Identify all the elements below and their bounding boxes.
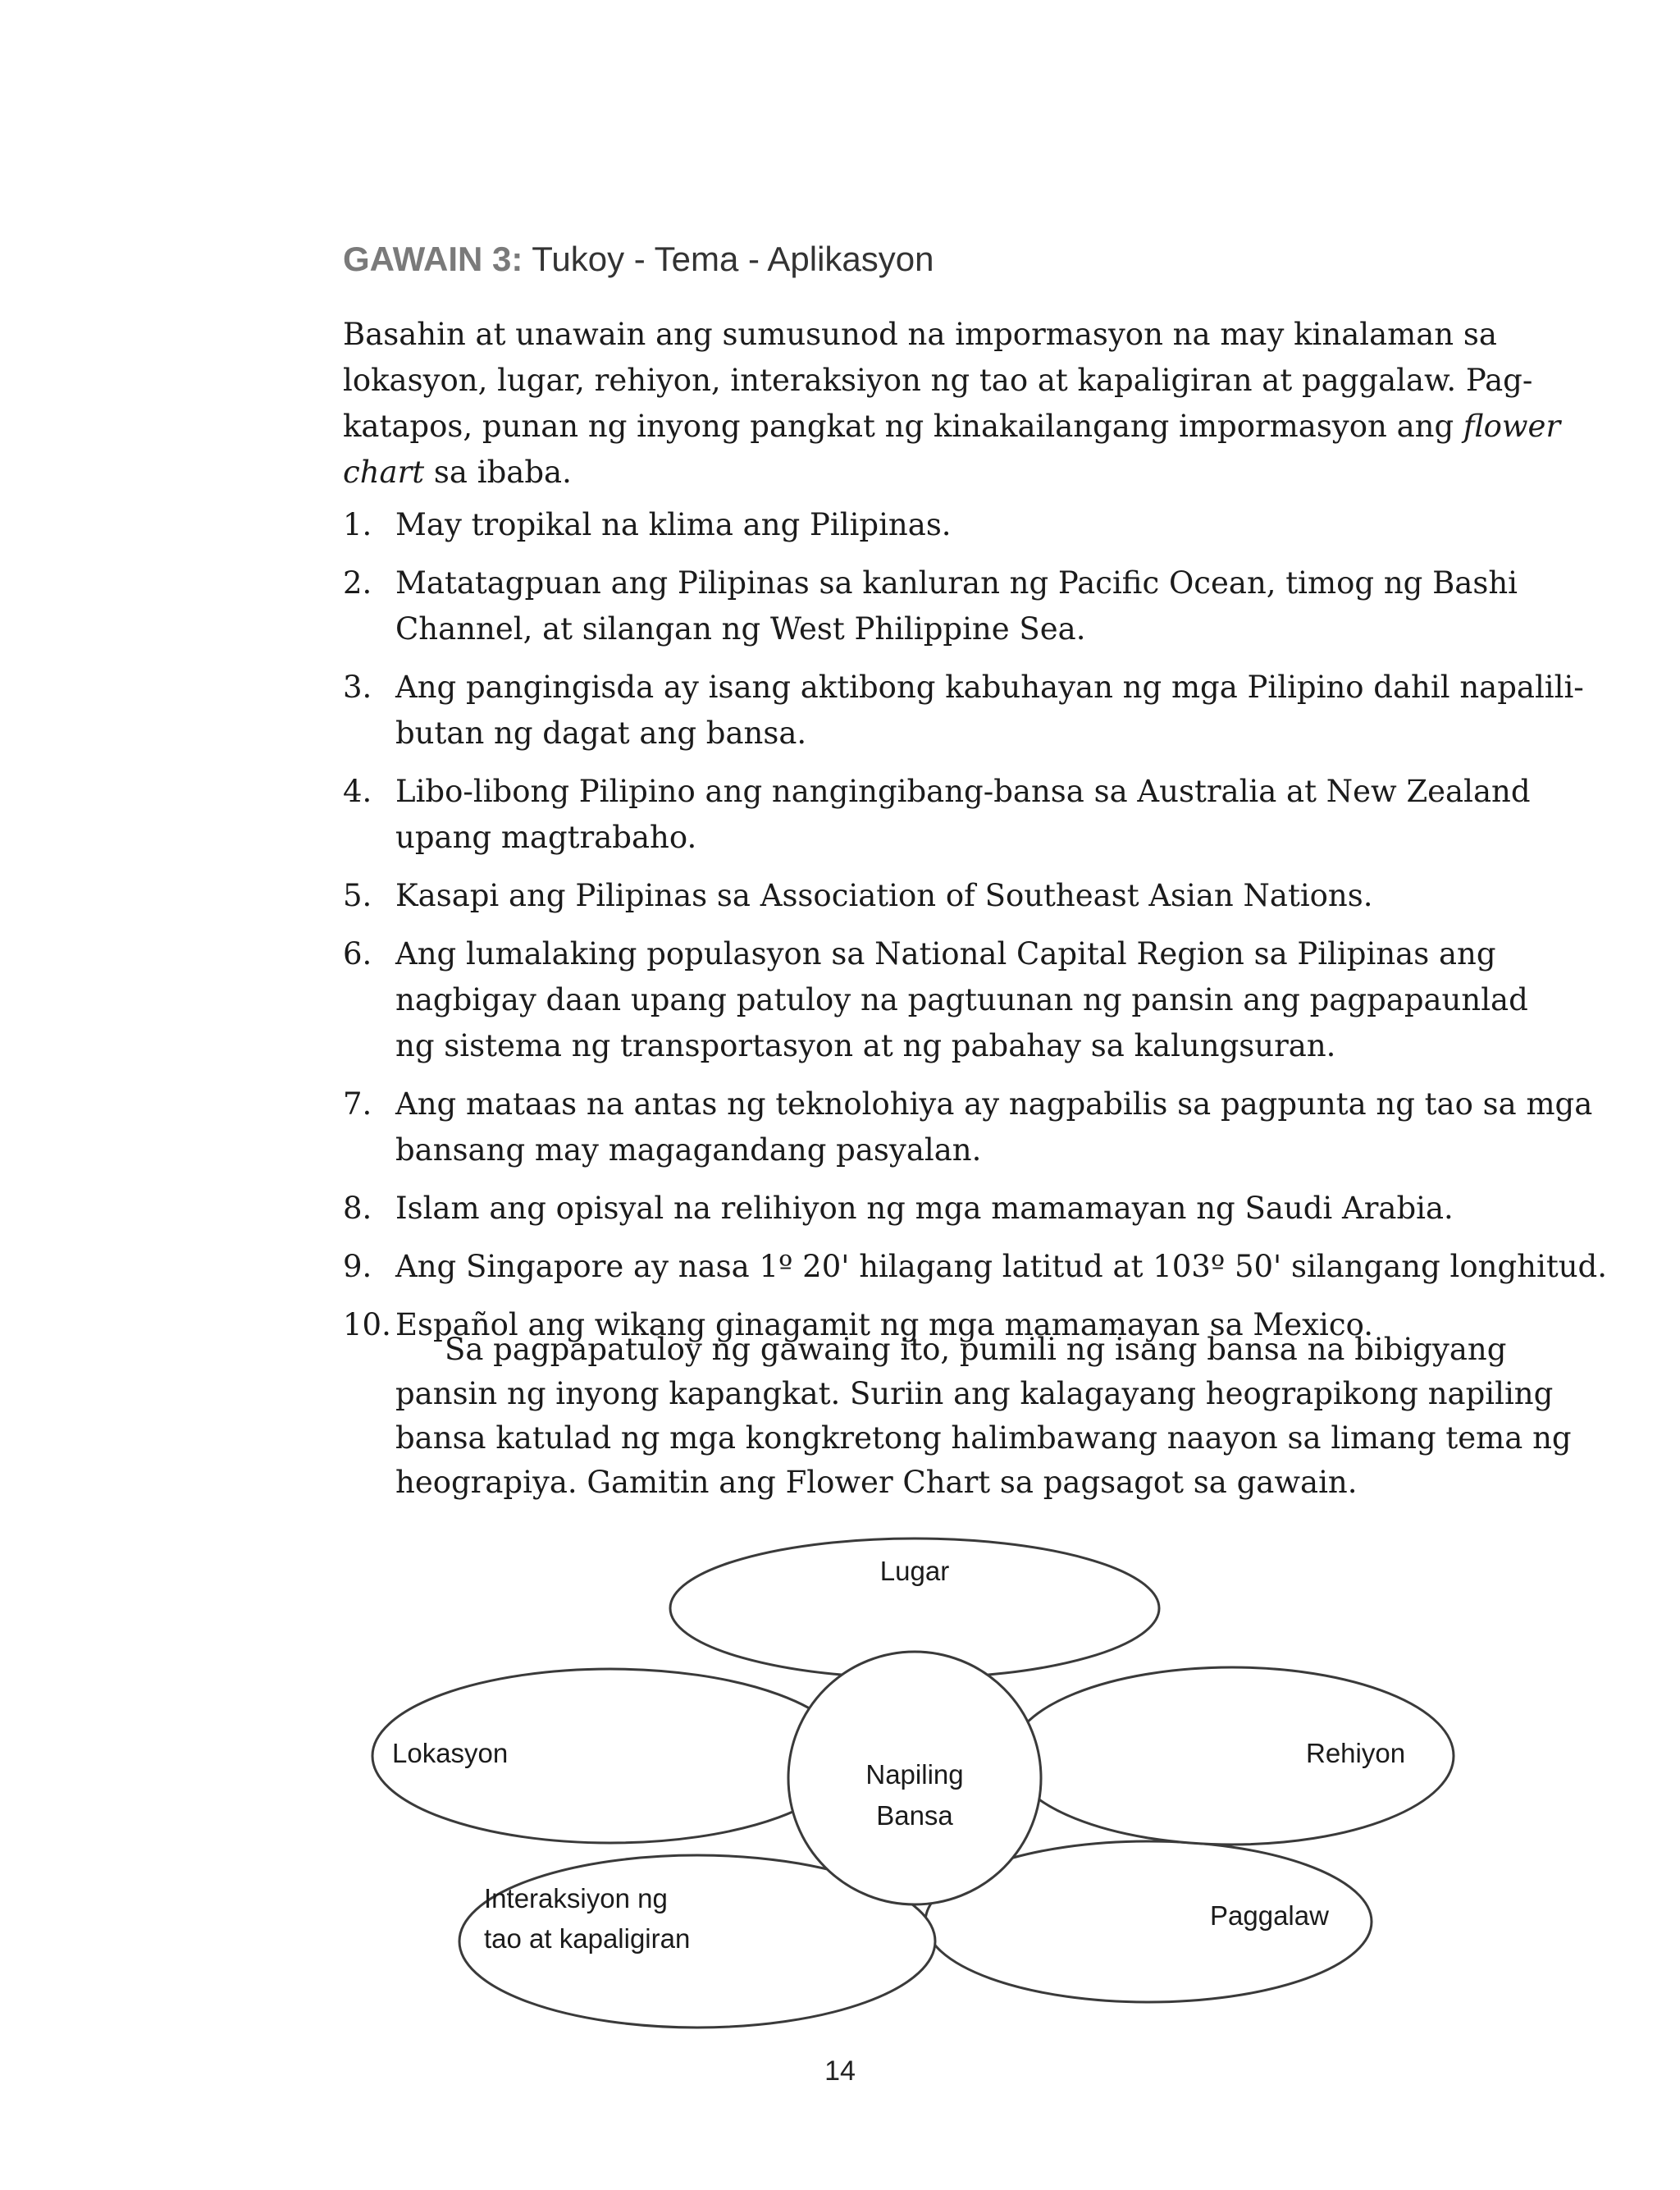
- list-text: Libo-libong Pilipino ang nangingibang-bansa sa Australia at New Zealand: [395, 774, 1531, 809]
- intro-line: Basahin at unawain ang sumusunod na impormasyon na may kinalaman sa: [343, 317, 1497, 352]
- list-text: May tropikal na klima ang Pilipinas.: [395, 507, 952, 542]
- list-text: Ang pangingisda ay isang aktibong kabuhayan ng mga Pilipino dahil napalili-: [395, 670, 1584, 705]
- label-rehiyon: Rehiyon: [1306, 1738, 1406, 1768]
- intro-line-text: katapos, punan ng inyong pangkat ng kinakailangang impormasyon ang: [343, 409, 1463, 444]
- list-text: Ang lumalaking populasyon sa National Capital Region sa Pilipinas ang: [395, 936, 1496, 972]
- label-paggalaw: Paggalaw: [1210, 1900, 1329, 1931]
- intro-line: lokasyon, lugar, rehiyon, interaksiyon ng tao at kapaligiran at paggalaw. Pag-: [343, 363, 1533, 398]
- list-number: 4.: [343, 774, 372, 809]
- list-number: 2.: [343, 565, 372, 601]
- list-number: 5.: [343, 878, 372, 913]
- page-number: 14: [824, 2055, 856, 2087]
- label-interaksiyon-line: Interaksiyon ng: [484, 1883, 668, 1913]
- list-number: 7.: [343, 1086, 372, 1122]
- closing-line: pansin ng inyong kapangkat. Suriin ang kalagayang heograpikong napiling: [395, 1376, 1554, 1411]
- closing-line: heograpiya. Gamitin ang Flower Chart sa pagsagot sa gawain.: [395, 1465, 1358, 1500]
- label-center-line: Bansa: [876, 1800, 953, 1831]
- list-number: 8.: [343, 1191, 372, 1226]
- intro-line-text: sa ibaba.: [424, 455, 572, 490]
- list-text: Islam ang opisyal na relihiyon ng mga mamamayan ng Saudi Arabia.: [395, 1191, 1454, 1226]
- list-text: Matatagpuan ang Pilipinas sa kanluran ng Pacific Ocean, timog ng Bashi: [395, 565, 1518, 601]
- list-text: Channel, at silangan ng West Philippine Sea.: [395, 611, 1086, 647]
- intro-emphasis: chart: [343, 455, 425, 490]
- list-text: Ang mataas na antas ng teknolohiya ay nagpabilis sa pagpunta ng tao sa mga: [395, 1086, 1593, 1122]
- closing-line: bansa katulad ng mga kongkretong halimbawang naayon sa limang tema ng: [395, 1420, 1572, 1456]
- list-text: Español ang wikang ginagamit ng mga mamamayan sa Mexico.: [395, 1307, 1373, 1342]
- list-text: ng sistema ng transportasyon at ng pabahay sa kalungsuran.: [395, 1028, 1336, 1063]
- label-lugar: Lugar: [879, 1556, 950, 1586]
- list-text: nagbigay daan upang patuloy na pagtuunan ng pansin ang pagpapaunlad: [395, 982, 1528, 1017]
- intro-emphasis: flower: [1463, 409, 1561, 444]
- list-text: bansang may magagandang pasyalan.: [395, 1132, 982, 1168]
- activity-title: Tukoy - Tema - Aplikasyon: [532, 240, 934, 278]
- list-text: upang magtrabaho.: [395, 820, 697, 855]
- list-number: 1.: [343, 507, 372, 542]
- list-text: butan ng dagat ang bansa.: [395, 716, 807, 751]
- activity-label: GAWAIN 3:: [343, 240, 523, 278]
- list-number: 6.: [343, 936, 372, 972]
- list-text: Ang Singapore ay nasa 1º 20' hilagang latitud at 103º 50' silangang longhitud.: [395, 1249, 1607, 1284]
- list-number: 3.: [343, 670, 372, 705]
- list-number: 10.: [343, 1307, 391, 1342]
- list-number: 9.: [343, 1249, 372, 1284]
- list-text: Kasapi ang Pilipinas sa Association of Southeast Asian Nations.: [395, 878, 1373, 913]
- label-lokasyon: Lokasyon: [392, 1738, 509, 1768]
- label-interaksiyon-line: tao at kapaligiran: [484, 1923, 691, 1954]
- closing-line: Sa pagpapatuloy ng gawaing ito, pumili ng isang bansa na bibigyang: [445, 1332, 1507, 1367]
- label-center-line: Napiling: [865, 1759, 964, 1790]
